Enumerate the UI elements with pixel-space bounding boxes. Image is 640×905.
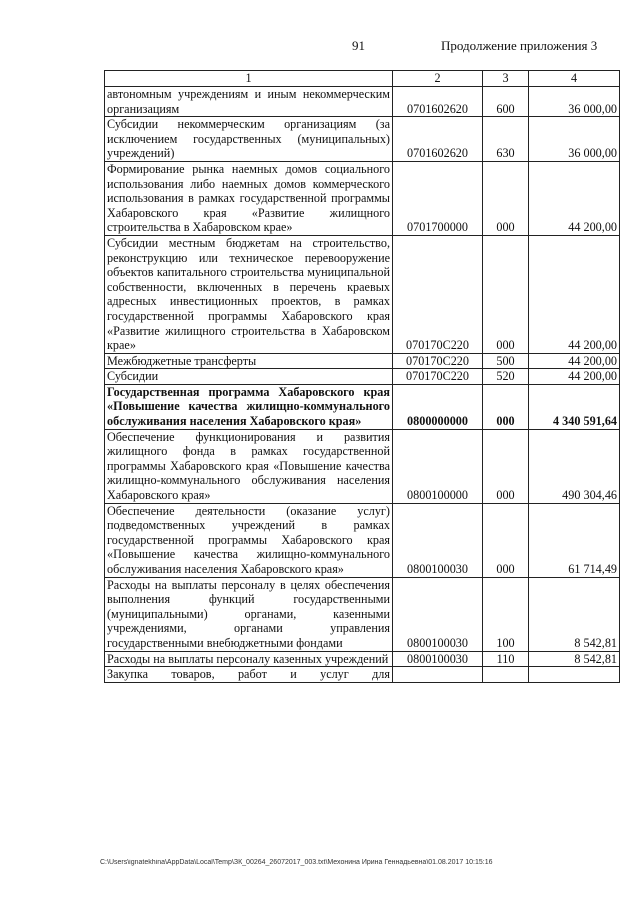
row-code	[393, 667, 483, 683]
row-amount: 61 714,49	[529, 503, 620, 577]
row-code: 0701700000	[393, 161, 483, 235]
row-code: 0800100030	[393, 503, 483, 577]
row-amount: 44 200,00	[529, 369, 620, 385]
page-number: 91	[352, 38, 365, 53]
row-code: 0800100030	[393, 651, 483, 667]
row-expense-type: 000	[483, 161, 529, 235]
table-row	[105, 667, 620, 683]
column-header-1: 1	[105, 71, 393, 87]
row-description: Закупка товаров, работ и услуг для	[105, 667, 393, 683]
row-amount: 36 000,00	[529, 87, 620, 117]
row-expense-type: 100	[483, 577, 529, 651]
row-amount: 36 000,00	[529, 117, 620, 162]
row-expense-type: 000	[483, 503, 529, 577]
table-row	[105, 577, 620, 651]
row-description: Обеспечение функционирования и развития жилищного фонда в рамках государственной программы Хабаровского края «Повышение качества жилищно-коммунального обслуживания населения Хабаровского края»	[105, 429, 393, 503]
row-expense-type	[483, 667, 529, 683]
column-header-row	[105, 71, 620, 87]
row-description: Субсидии	[105, 369, 393, 385]
table-row-program-total	[105, 384, 620, 429]
row-amount: 44 200,00	[529, 353, 620, 369]
row-expense-type: 600	[483, 87, 529, 117]
row-description: Межбюджетные трансферты	[105, 353, 393, 369]
table-row	[105, 161, 620, 235]
column-header-3: 3	[483, 71, 529, 87]
row-amount: 8 542,81	[529, 577, 620, 651]
row-code: 0800100030	[393, 577, 483, 651]
row-code: 0800100000	[393, 429, 483, 503]
table-row	[105, 503, 620, 577]
row-code: 0701602620	[393, 87, 483, 117]
row-amount: 4 340 591,64	[529, 384, 620, 429]
row-expense-type: 630	[483, 117, 529, 162]
table-row	[105, 235, 620, 353]
row-description: Субсидии некоммерческим организациям (за исключением государственных (муниципальных) учреждений)	[105, 117, 393, 162]
appendix-label: Продолжение приложения 3	[441, 38, 598, 53]
row-amount: 490 304,46	[529, 429, 620, 503]
row-code: 070170С220	[393, 353, 483, 369]
row-expense-type: 500	[483, 353, 529, 369]
row-description: Обеспечение деятельности (оказание услуг) подведомственных учреждений в рамках государственной программы Хабаровского края «Повышение качества жилищно-коммунального обслуживания населения Хабаровского края»	[105, 503, 393, 577]
row-expense-type: 000	[483, 235, 529, 353]
row-description: Государственная программа Хабаровского края «Повышение качества жилищно-коммунального обслуживания населения Хабаровского края»	[105, 384, 393, 429]
row-expense-type: 000	[483, 384, 529, 429]
column-header-2: 2	[393, 71, 483, 87]
row-description: Субсидии местным бюджетам на строительство, реконструкцию или техническое перевооружение объектов капитального строительства муниципальной собственности, включенных в перечень краевых адресных инвестиционных проектов, в рамках государственной программы Хабаровского края «Развитие жилищного строительства в Хабаровском крае»	[105, 235, 393, 353]
table-row	[105, 117, 620, 162]
row-amount	[529, 667, 620, 683]
row-description: Расходы на выплаты персоналу в целях обеспечения выполнения функций государственными (муниципальными) органами, казенными учреждениями, органами управления государственными внебюджетными фондами	[105, 577, 393, 651]
row-code: 0800000000	[393, 384, 483, 429]
row-amount: 44 200,00	[529, 161, 620, 235]
column-header-4: 4	[529, 71, 620, 87]
table-row	[105, 87, 620, 117]
table-row	[105, 651, 620, 667]
row-description: Расходы на выплаты персоналу казенных учреждений	[105, 651, 393, 667]
row-code: 0701602620	[393, 117, 483, 162]
row-expense-type: 000	[483, 429, 529, 503]
row-description: Формирование рынка наемных домов социального использования либо наемных домов коммерческого использования в рамках государственной программы Хабаровского края «Развитие жилищного строительства в Хабаровском крае»	[105, 161, 393, 235]
file-path-footer: C:\Users\ignatekhina\AppData\Local\Temp\ЗК_00264_26072017_003.txt\Мехонина Ирина Геннадьевна\01.08.2017 10:15:16	[100, 859, 493, 866]
row-amount: 8 542,81	[529, 651, 620, 667]
table-row	[105, 353, 620, 369]
table-row	[105, 369, 620, 385]
table-row	[105, 429, 620, 503]
row-amount: 44 200,00	[529, 235, 620, 353]
row-code: 070170С220	[393, 235, 483, 353]
row-expense-type: 110	[483, 651, 529, 667]
row-description: автономным учреждениям и иным некоммерческим организациям	[105, 87, 393, 117]
row-code: 070170С220	[393, 369, 483, 385]
budget-table	[104, 70, 620, 683]
row-expense-type: 520	[483, 369, 529, 385]
